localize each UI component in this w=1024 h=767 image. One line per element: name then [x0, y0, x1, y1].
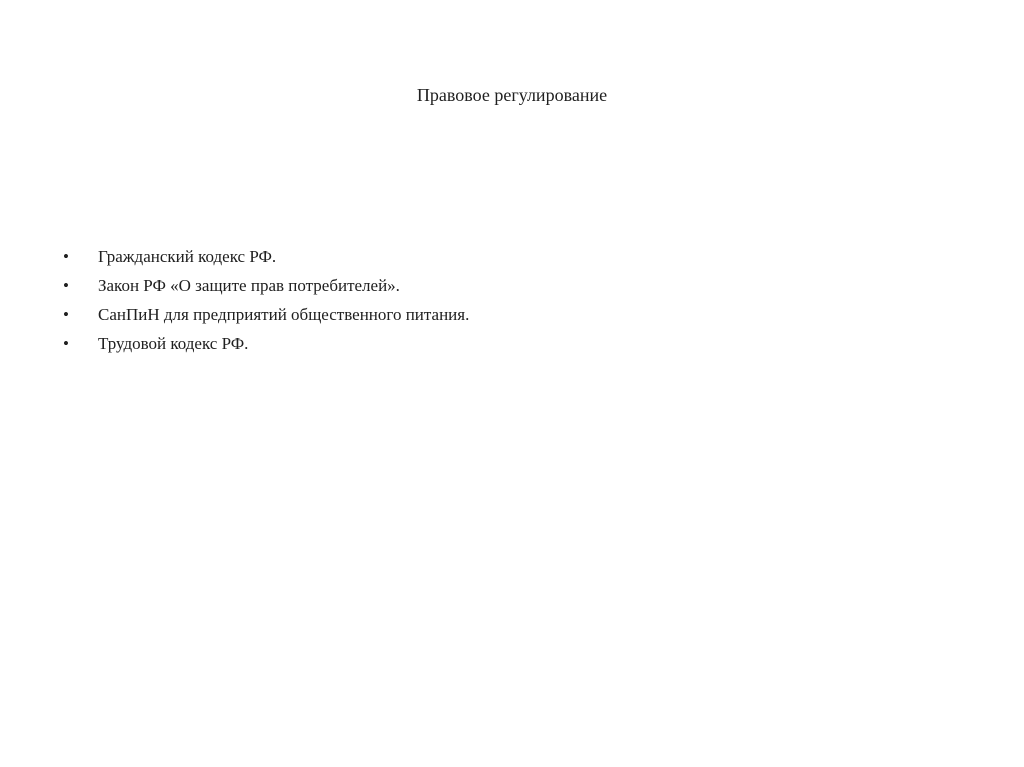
- list-item-text: СанПиН для предприятий общественного питания.: [98, 305, 470, 324]
- list-item-text: Гражданский кодекс РФ.: [98, 247, 277, 266]
- bullet-icon: •: [63, 247, 69, 266]
- bullet-icon: •: [63, 276, 69, 295]
- bullet-icon: •: [63, 334, 69, 353]
- list-item-text: Трудовой кодекс РФ.: [98, 334, 249, 353]
- list-item-text: Закон РФ «О защите прав потребителей».: [98, 276, 400, 295]
- bullet-icon: •: [63, 305, 69, 324]
- slide-title: Правовое регулирование: [416, 85, 608, 105]
